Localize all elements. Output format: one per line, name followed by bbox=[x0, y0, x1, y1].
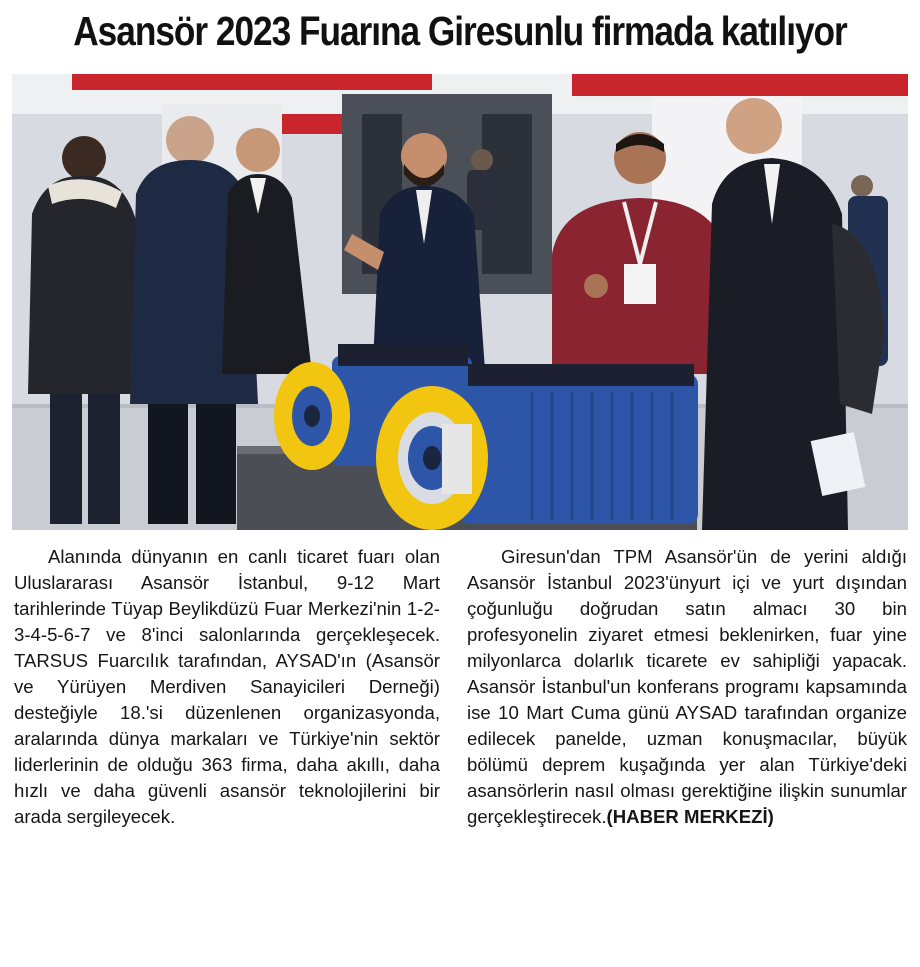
article-column-right bbox=[467, 544, 907, 830]
article-paragraph-left: Alanında dünyanın en canlı ticaret fuarı olan Uluslararası Asansör İstanbul, 9-12 Mart tarihlerinde Tüyap Beylikdüzü Fuar Merkezi'nin 1-2-3-4-5-6-7 ve 8'inci salonlarında gerçekleşecek. TARSUS Fuarcılık tarafından, AYSAD'ın (Asansör ve Yürüyen Merdiven Sanayicileri Derneği) desteğiyle 18.'si düzenlenen organizasyonda, aralarında dünya markaları ve Türkiye'nin sektör liderlerinin de olduğu 363 firma, daha akıllı, daha hızlı ve daha güvenli asansör teknolojilerini bir arada sergileyecek. bbox=[14, 546, 440, 827]
article-credit: (HABER MERKEZİ) bbox=[606, 806, 774, 827]
headline: Asansör 2023 Fuarına Giresunlu firmada katılıyor bbox=[73, 8, 847, 54]
article-column-left bbox=[14, 544, 440, 830]
article-paragraph-right bbox=[467, 544, 907, 830]
article-paragraph-right-text: Giresun'dan TPM Asansör'ün de yerini aldığı Asansör İstanbul 2023'ünyurt içi ve yurt dışından çoğunluğu doğrudan satın almacı 30 bin profesyonelin ziyaret etmesi beklenirken, fuar yine milyonlarca dolarlık ticarete ev sahipliği yapacak. Asansör İstanbul'un konferans programı kapsamında ise 10 Mart Cuma günü AYSAD tarafından organize edilecek panelde, uzman konuşmacılar, büyük bölümü deprem kuşağında yer alan Türkiye'deki asansörlerin nasıl olması gerektiğine ilişkin sunumlar gerçekleştirecek. bbox=[467, 546, 907, 827]
trade-fair-photo bbox=[12, 74, 908, 530]
